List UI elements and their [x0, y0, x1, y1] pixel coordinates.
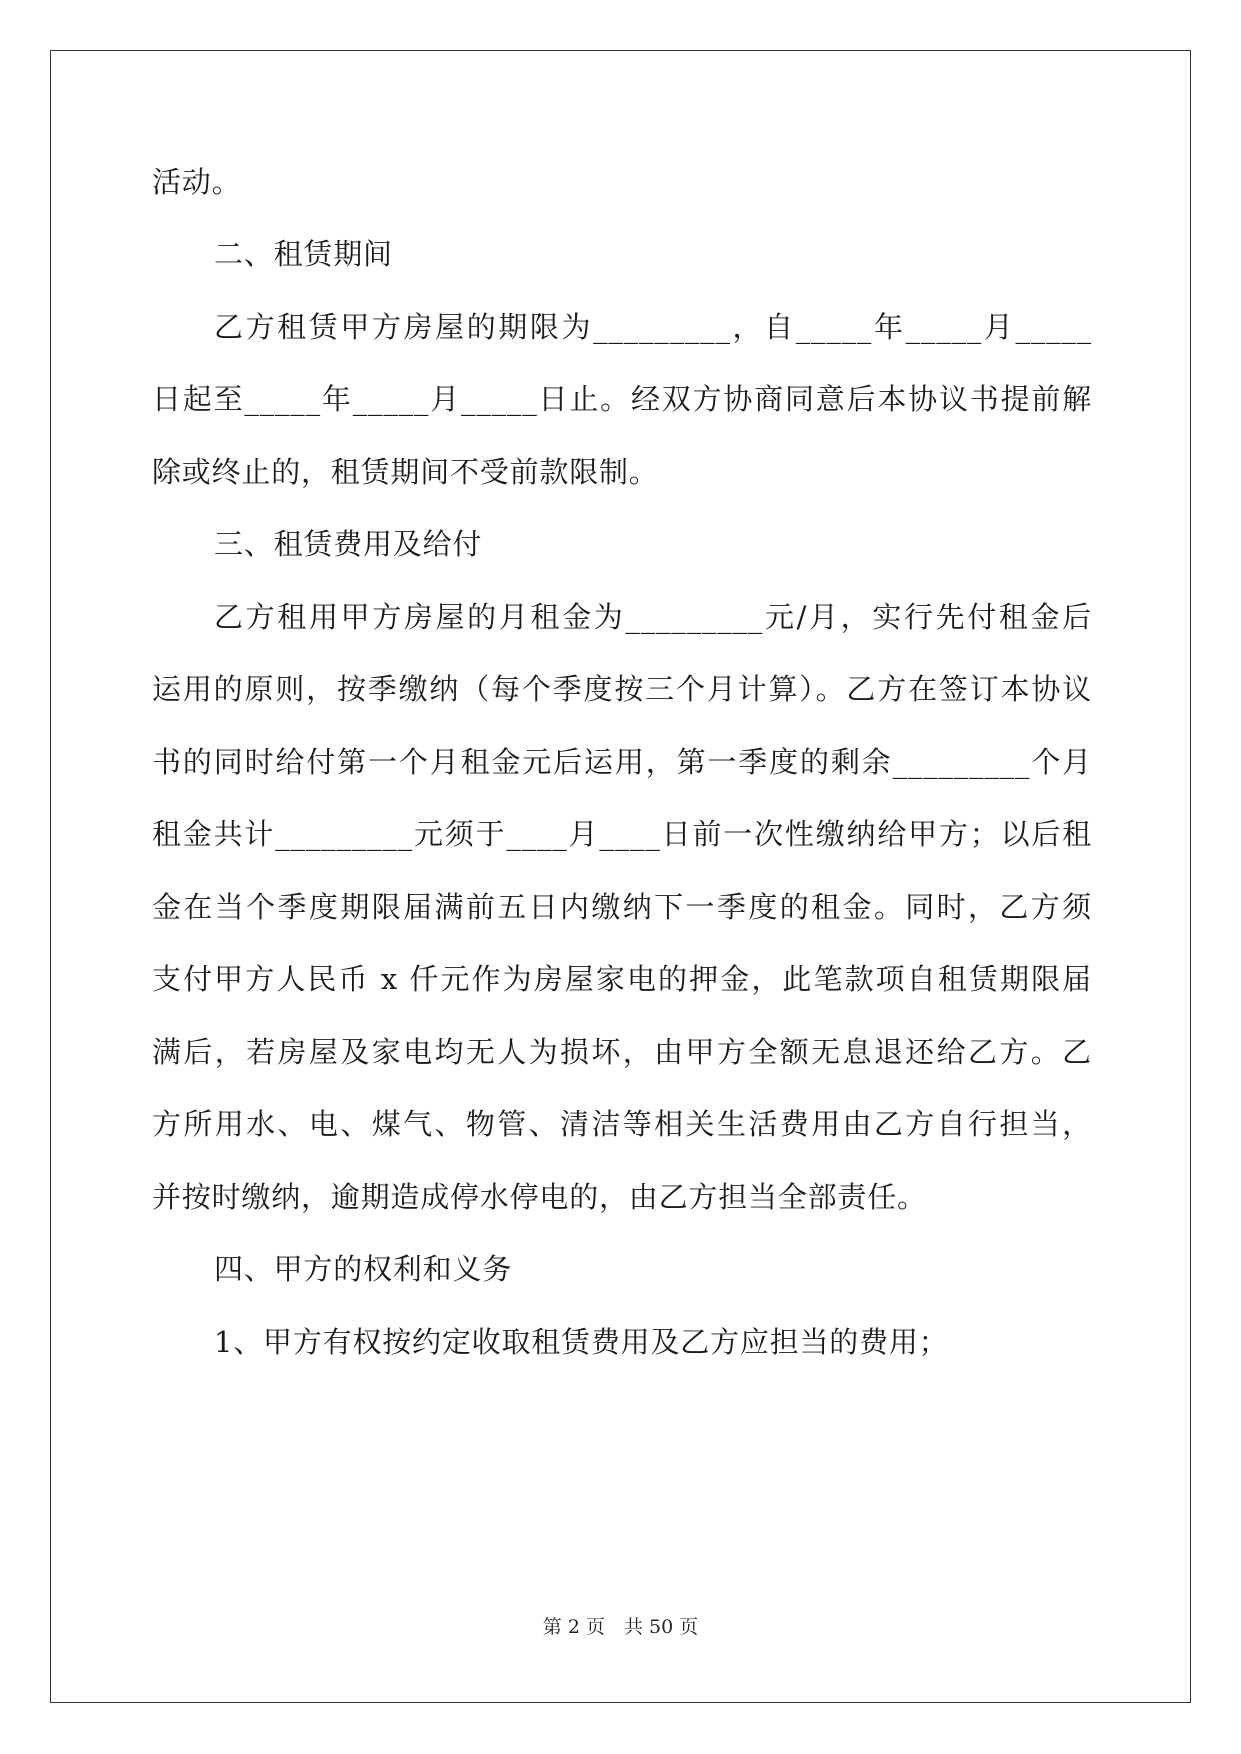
text-line: 支付甲方人民币 x 仟元作为房屋家电的押金，此笔款项自租赁期限届: [152, 962, 1092, 996]
text-line: 运用的原则，按季缴纳（每个季度按三个月计算）。乙方在签订本协议: [152, 672, 1092, 706]
text-line: 方所用水、电、煤气、物管、清洁等相关生活费用由乙方自行担当，: [152, 1107, 1092, 1141]
section-heading: 三、租赁费用及给付: [214, 527, 483, 561]
section-heading: 二、租赁期间: [214, 237, 393, 271]
text-line: 日起至_____年_____月_____日止。经双方协商同意后本协议书提前解: [152, 382, 1092, 416]
text-line: 1、甲方有权按约定收取租赁费用及乙方应担当的费用；: [214, 1325, 949, 1359]
page-border: [50, 50, 1191, 1703]
text-line: 乙方租赁甲方房屋的期限为_________，自_____年_____月_____: [214, 310, 1092, 344]
text-line: 书的同时给付第一个月租金元后运用，第一季度的剩余_________个月: [152, 745, 1092, 779]
text-line: 满后，若房屋及家电均无人为损坏，由甲方全额无息退还给乙方。乙: [152, 1035, 1092, 1069]
text-line: 租金共计_________元须于____月____日前一次性缴纳给甲方；以后租: [152, 817, 1092, 851]
page-number: 第 2 页 共 50 页: [542, 1616, 699, 1638]
text-line: 金在当个季度期限届满前五日内缴纳下一季度的租金。同时，乙方须: [152, 890, 1092, 924]
text-line: 乙方租用甲方房屋的月租金为_________元/月，实行先付租金后: [214, 600, 1092, 634]
section-heading: 四、甲方的权利和义务: [214, 1252, 513, 1286]
text-line: 并按时缴纳，逾期造成停水停电的，由乙方担当全部责任。: [152, 1180, 927, 1214]
text-line: 活动。: [152, 165, 242, 199]
text-line: 除或终止的，租赁期间不受前款限制。: [152, 455, 659, 489]
